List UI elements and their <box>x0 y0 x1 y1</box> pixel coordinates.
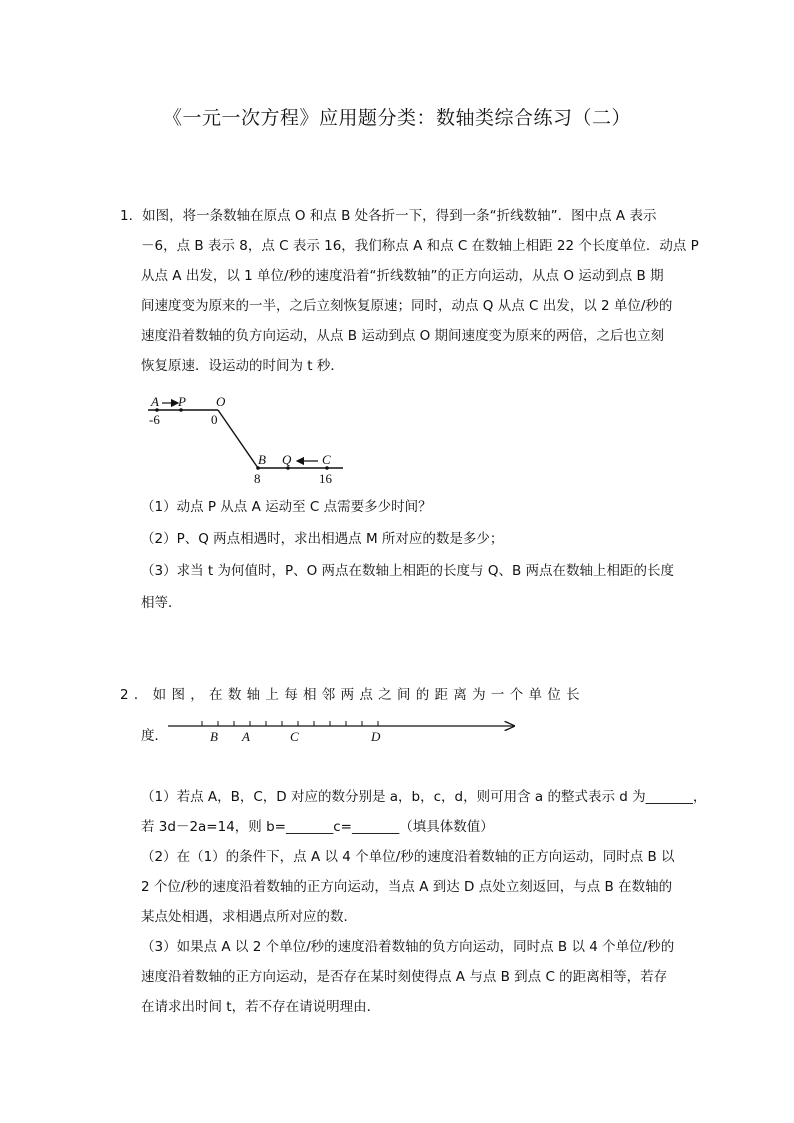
number-line-figure <box>164 712 524 752</box>
label-a: A <box>242 729 250 744</box>
q2-sub-2-cont: 某点处相遇，求相遇点所对应的数． <box>141 909 357 925</box>
q1-line: 间速度变为原来的一半，之后立刻恢复原速；同时，动点 Q 从点 C 出发，以 2 单位/秒的 <box>141 298 673 314</box>
q1-line: 从点 A 出发，以 1 单位/秒的速度沿着“折线数轴”的正方向运动，从点 O 运动到点 B 期 <box>141 268 664 284</box>
q2-sub-1: （1）若点 A，B，C，D 对应的数分别是 a，b，c，d，则可用含 a 的整式表示 d 为_______， <box>141 789 707 805</box>
label-d: D <box>371 729 381 744</box>
q1-line: －6，点 B 表示 8，点 C 表示 16，我们称点 A 和点 C 在数轴上相距 22 个长度单位．动点 P <box>141 238 699 254</box>
label-q: Q <box>282 452 292 467</box>
label-c: C <box>322 452 331 467</box>
q2-line-2: 度． <box>141 728 168 744</box>
page-title: 《一元一次方程》应用题分类：数轴类综合练习（二） <box>162 107 631 129</box>
q2-sub-3-cont: 速度沿着数轴的正方向运动，是否存在某时刻使得点 A 与点 B 到点 C 的距离相等，若存 <box>141 969 668 985</box>
label-b: B <box>258 452 266 467</box>
q2-sub-3: （3）如果点 A 以 2 个单位/秒的速度沿着数轴的负方向运动，同时点 B 以 4 个单位/秒的 <box>141 939 675 955</box>
q1-sub-3: （3）求当 t 为何值时，P、O 两点在数轴上相距的长度与 Q、B 两点在数轴上相距的长度 <box>141 563 674 579</box>
label-b: B <box>210 729 218 744</box>
q1-sub-1: （1）动点 P 从点 A 运动至 C 点需要多少时间？ <box>141 499 432 515</box>
q1-line: 1．如图，将一条数轴在原点 O 和点 B 处各折一下，得到一条“折线数轴”．图中点 A 表示 <box>120 208 657 224</box>
q1-sub-3-cont: 相等． <box>141 595 182 611</box>
q2-line-1: 2 ． 如 图 ， 在 数 轴 上 每 相 邻 两 点 之 间 的 距 离 为 一 个 单 位 长 <box>120 687 581 703</box>
folded-line <box>148 410 343 468</box>
tick-0: 0 <box>211 412 218 427</box>
label-a: A <box>151 394 159 409</box>
folded-number-line-figure <box>140 388 360 488</box>
q2-sub-2: （2）在（1）的条件下，点 A 以 4 个单位/秒的速度沿着数轴的正方向运动，同时点 B 以 <box>141 849 675 865</box>
label-o: O <box>216 394 226 409</box>
q2-sub-1-cont: 若 3d－2a=14，则 b=_______c=_______（填具体数值） <box>141 819 494 835</box>
question-1-text <box>120 201 699 381</box>
ticks <box>202 721 378 726</box>
q1-sub-2: （2）P、Q 两点相遇时，求出相遇点 M 所对应的数是多少； <box>141 531 504 547</box>
tick-8: 8 <box>254 471 261 486</box>
label-p: P <box>178 394 186 409</box>
q2-sub-3-cont: 在请求出时间 t，若不存在请说明理由． <box>141 999 381 1015</box>
tick-16: 16 <box>319 471 332 486</box>
label-c: C <box>290 729 299 744</box>
q2-sub-2-cont: 2 个位/秒的速度沿着数轴的正方向运动，当点 A 到达 D 点处立刻返回，与点 B 在数轴的 <box>141 879 673 895</box>
q1-line: 恢复原速．设运动的时间为 t 秒． <box>141 358 344 374</box>
q1-line: 速度沿着数轴的负方向运动，从点 B 运动到点 O 期间速度变为原来的两倍，之后也立刻 <box>141 328 665 344</box>
tick-neg6: -6 <box>149 412 160 427</box>
